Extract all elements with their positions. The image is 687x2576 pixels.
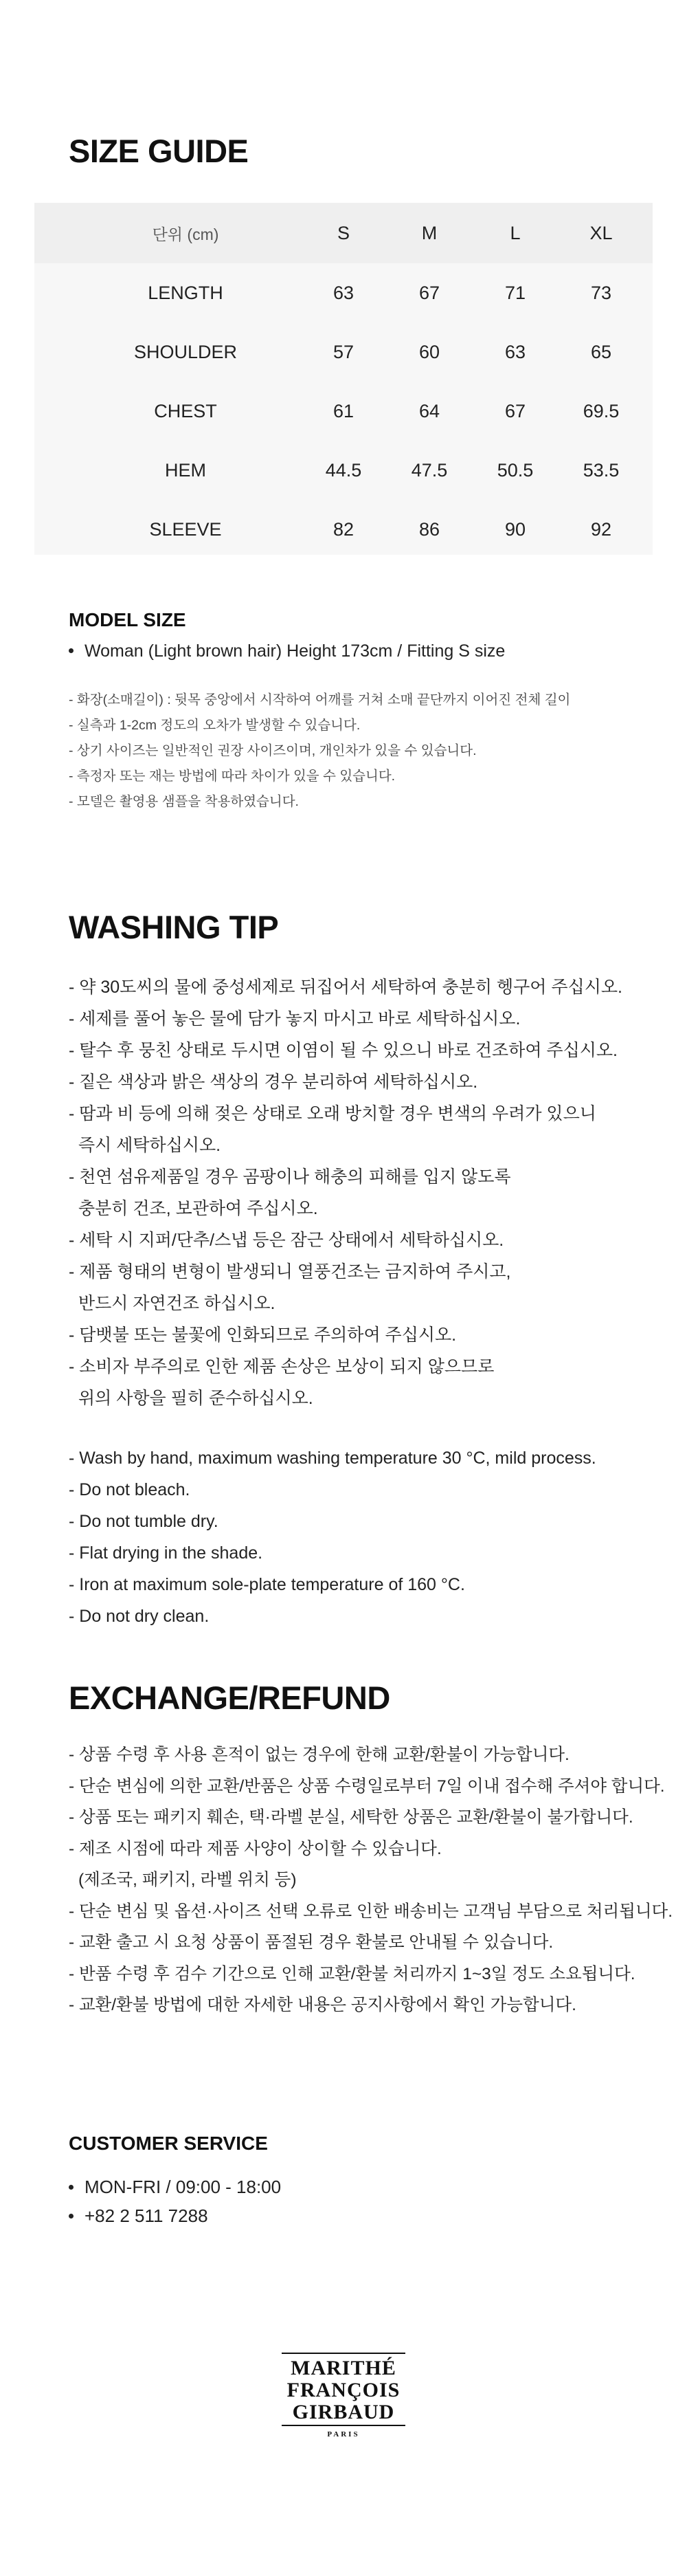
washing-korean-list [69, 971, 673, 1414]
list-item: - 제품 형태의 변형이 발생되니 열풍건조는 금지하여 주시고, [69, 1262, 511, 1281]
unit-header: 단위 (cm) [152, 225, 219, 243]
brand-logo [280, 2351, 407, 2442]
table-cell: 82 [333, 518, 354, 540]
size-xl-header: XL [589, 222, 613, 243]
measure-label: SLEEVE [149, 518, 222, 540]
list-item: - 세제를 풀어 놓은 물에 담가 놓지 마시고 바로 세탁하십시오. [69, 1009, 521, 1028]
table-cell: 69.5 [583, 400, 620, 421]
list-item: - Flat drying in the shade. [69, 1543, 263, 1563]
model-size-line [69, 641, 505, 661]
list-item: (제조국, 패키지, 라벨 위치 등) [78, 1871, 297, 1889]
table-cell: 65 [590, 341, 612, 362]
note-item: - 모델은 촬영용 샘플을 착용하였습니다. [69, 794, 299, 809]
table-cell: 86 [418, 518, 440, 540]
list-item: - 땀과 비 등에 의해 젖은 상태로 오래 방치할 경우 변색의 우려가 있으니 [69, 1104, 596, 1123]
exchange-refund-list [69, 1739, 673, 2021]
service-hours [69, 2172, 281, 2201]
customer-service-title: CUSTOMER SERVICE [69, 2133, 268, 2154]
washing-tip-title: WASHING TIP [69, 909, 279, 945]
list-item: - Do not dry clean. [69, 1607, 210, 1626]
washing-english-list [69, 1442, 673, 1632]
logo-line-4: PARIS [327, 2430, 360, 2439]
list-item: - 제조 시점에 따라 제품 사양이 상이할 수 있습니다. [69, 1839, 442, 1858]
list-item: - 천연 섬유제품일 경우 곰팡이나 해충의 피해를 입지 않도록 [69, 1167, 511, 1187]
table-cell: 90 [504, 518, 526, 540]
list-item: - 약 30도씨의 물에 중성세제로 뒤집어서 세탁하여 충분히 헹구어 주십시오. [69, 978, 622, 997]
list-item: - 반품 수령 후 검수 기간으로 인해 교환/환불 처리까지 1~3일 정도 소요됩니다. [69, 1964, 635, 1983]
table-cell: 67 [504, 400, 526, 421]
list-item: - Wash by hand, maximum washing temperature 30 °C, mild process. [69, 1449, 596, 1468]
list-item: - 담뱃불 또는 불꽃에 인화되므로 주의하여 주십시오. [69, 1325, 457, 1345]
measure-label: SHOULDER [133, 341, 238, 362]
list-item: - 상품 또는 패키지 훼손, 택·라벨 분실, 세탁한 상품은 교환/환불이 불가합니다. [69, 1808, 633, 1827]
table-row [34, 441, 653, 500]
table-row [34, 263, 653, 322]
service-hours-text: MON-FRI / 09:00 - 18:00 [85, 2177, 282, 2197]
model-size-text: Woman (Light brown hair) Height 173cm / Fitting S size [85, 641, 506, 661]
size-s-header: S [337, 222, 350, 243]
list-item: - 소비자 부주의로 인한 제품 손상은 보상이 되지 않으므로 [69, 1357, 495, 1376]
measure-label: HEM [165, 459, 206, 481]
size-table-header [34, 203, 653, 263]
bullet-icon [69, 2214, 74, 2219]
list-item: - Iron at maximum sole-plate temperature of 160 °C. [69, 1575, 465, 1594]
size-notes [69, 687, 660, 815]
table-cell: 73 [590, 282, 612, 303]
customer-service-info [69, 2172, 281, 2230]
list-item: - 교환/환불 방법에 대한 자세한 내용은 공지사항에서 확인 가능합니다. [69, 1996, 576, 2014]
table-cell: 57 [333, 341, 354, 362]
list-item: 위의 사항을 필히 준수하십시오. [78, 1389, 313, 1408]
logo-line-1: MARITHÉ [291, 2357, 396, 2379]
logo-line-3: GIRBAUD [292, 2401, 395, 2423]
list-item: - 교환 출고 시 요청 상품이 품절된 경우 환불로 안내될 수 있습니다. [69, 1933, 554, 1952]
list-item: - 탈수 후 뭉친 상태로 두시면 이염이 될 수 있으니 바로 건조하여 주십시오. [69, 1041, 618, 1060]
table-cell: 64 [418, 400, 440, 421]
table-cell: 53.5 [583, 459, 620, 481]
service-phone-text[interactable]: +82 2 511 7288 [85, 2205, 208, 2226]
exchange-refund-title: EXCHANGE/REFUND [69, 1680, 390, 1716]
size-m-header: M [421, 222, 438, 243]
bullet-icon [69, 2185, 74, 2190]
table-cell: 63 [333, 282, 354, 303]
list-item: 즉시 세탁하십시오. [78, 1136, 221, 1155]
table-row [34, 500, 653, 559]
note-item: - 실측과 1-2cm 정도의 오차가 발생할 수 있습니다. [69, 718, 361, 733]
size-l-header: L [510, 222, 521, 243]
logo-line-2: FRANÇOIS [286, 2379, 401, 2401]
bullet-icon [69, 648, 74, 653]
table-cell: 61 [333, 400, 354, 421]
measure-label: LENGTH [148, 282, 223, 303]
table-cell: 71 [504, 282, 526, 303]
list-item: - Do not bleach. [69, 1480, 190, 1499]
list-item: 반드시 자연건조 하십시오. [78, 1294, 275, 1313]
table-row [34, 322, 653, 382]
table-cell: 47.5 [411, 459, 448, 481]
table-cell: 92 [590, 518, 612, 540]
service-phone[interactable] [69, 2201, 281, 2230]
list-item: - 단순 변심에 의한 교환/반품은 상품 수령일로부터 7일 이내 접수해 주셔야 합니다. [69, 1776, 665, 1796]
size-guide-title: SIZE GUIDE [69, 133, 249, 169]
size-table [34, 203, 653, 555]
note-item: - 화장(소매길이) : 뒷목 중앙에서 시작하여 어깨를 거쳐 소매 끝단까지 이어진 전체 길이 [69, 692, 571, 707]
list-item: - Do not tumble dry. [69, 1512, 218, 1531]
table-cell: 50.5 [497, 459, 534, 481]
model-size-title: MODEL SIZE [69, 609, 186, 630]
note-item: - 상기 사이즈는 일반적인 권장 사이즈이며, 개인차가 있을 수 있습니다. [69, 743, 477, 758]
list-item: 충분히 건조, 보관하여 주십시오. [78, 1199, 318, 1218]
measure-label: CHEST [154, 400, 217, 421]
table-cell: 67 [418, 282, 440, 303]
note-item: - 측정자 또는 재는 방법에 따라 차이가 있을 수 있습니다. [69, 769, 396, 784]
list-item: - 상품 수령 후 사용 흔적이 없는 경우에 한해 교환/환불이 가능합니다. [69, 1746, 570, 1764]
table-row [34, 382, 653, 441]
table-cell: 44.5 [325, 459, 362, 481]
table-cell: 60 [418, 341, 440, 362]
list-item: - 단순 변심 및 옵션·사이즈 선택 오류로 인한 배송비는 고객님 부담으로 처리됩니다. [69, 1902, 673, 1921]
list-item: - 세탁 시 지퍼/단추/스냅 등은 잠근 상태에서 세탁하십시오. [69, 1231, 504, 1250]
list-item: - 짙은 색상과 밝은 색상의 경우 분리하여 세탁하십시오. [69, 1072, 478, 1092]
table-cell: 63 [504, 341, 526, 362]
